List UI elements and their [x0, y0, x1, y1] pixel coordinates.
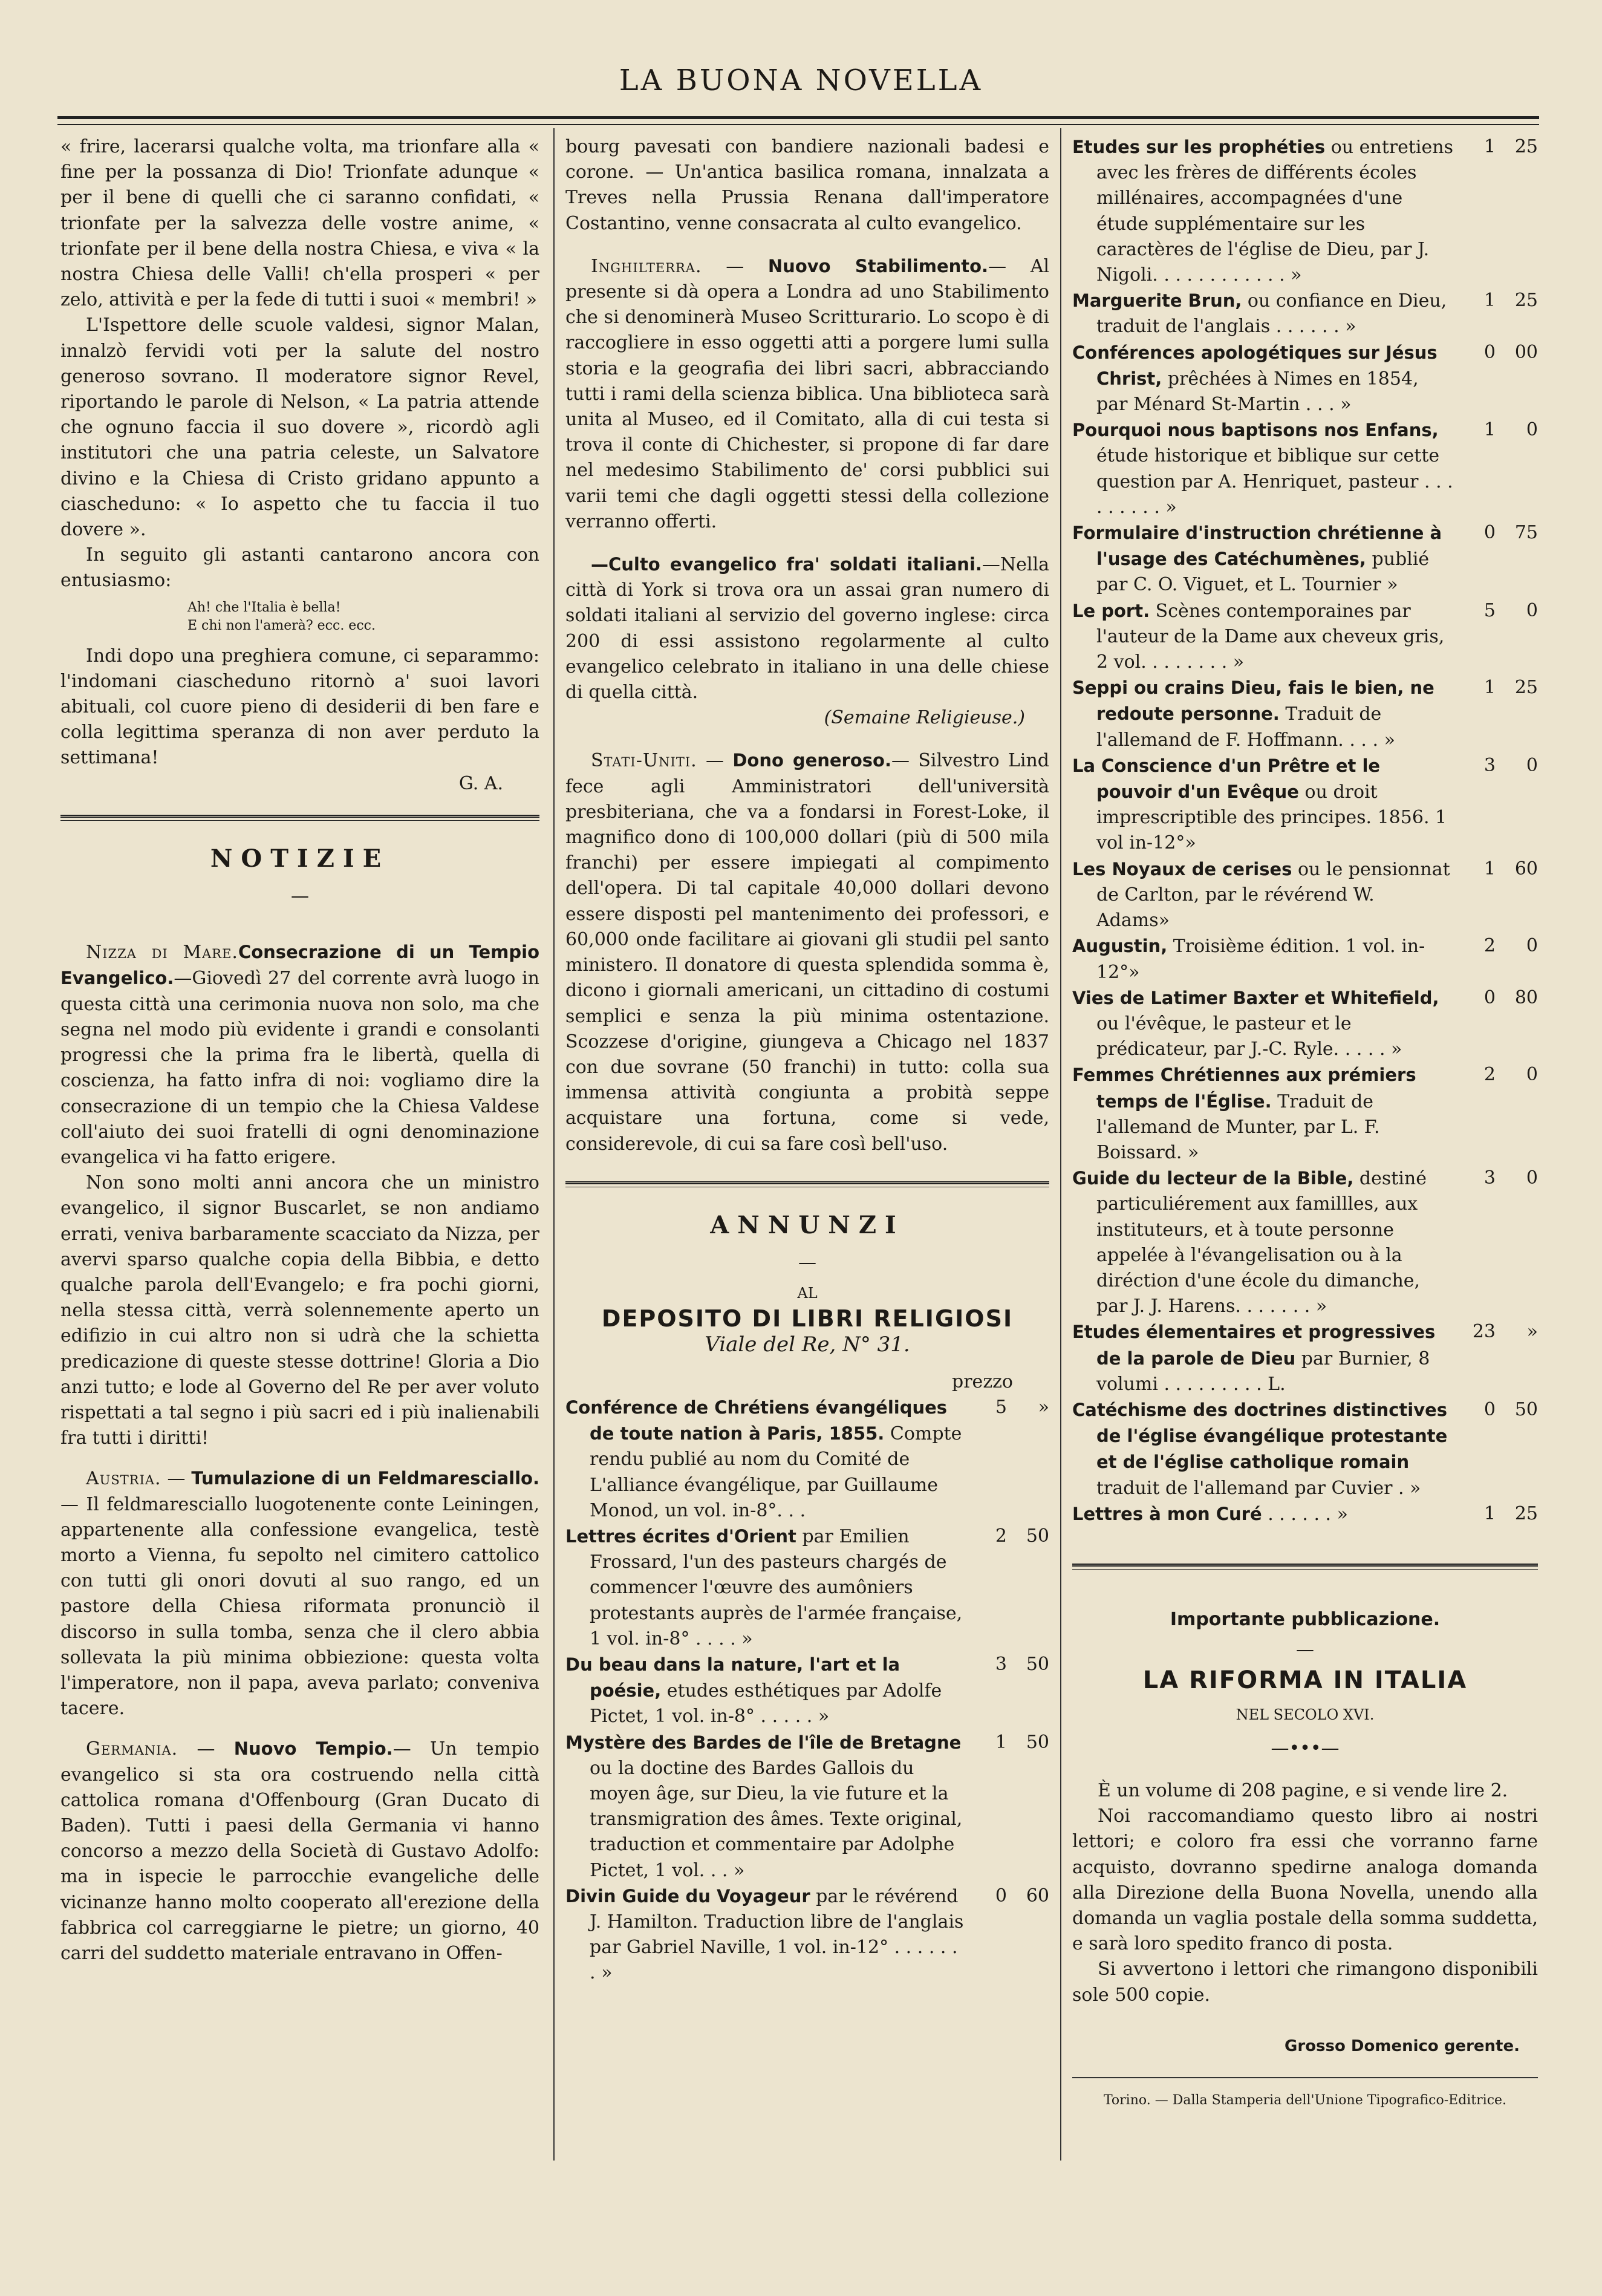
book-entry: [1072, 985, 1538, 1063]
book-title: Le port.: [1072, 600, 1150, 621]
section-title-notizie: NOTIZIE: [210, 844, 390, 873]
book-entry: [1072, 856, 1538, 934]
book-entry: [1072, 933, 1538, 985]
paragraph: Si avvertono i lettori che rimangono disponibili sole 500 copie.: [1072, 1958, 1538, 2006]
book-price-lire: 0: [995, 1885, 1007, 1906]
book-price-lire: 0: [1483, 1398, 1496, 1420]
book-description: ou entretiens avec les frères de différents écoles millénaires, accompagnées d'une étude supplémentaire sur les caractères de l'église de Dieu, par J. Nigoli. . . . . . . . . . . . »: [1096, 137, 1453, 286]
news-item: Stati-Uniti. — Dono generoso.— Silvestro Lind fece agli Amministratori dell'università presbiteriana, che va a fondarsi in Forest-Loke, il magnifico dono di 100,000 dollari (più di 500 mila franchi) per essere impiegati al compimento dell'opera. Di tal capitale 40,000 dollari devono essere disposti pel mantenimento dei professori, e 60,000 onde facilitare ai giovani gli studii pel santo ministero. Il donatore di questa splendida somma è, dicono i giornali americani, un cittadino di costumi semplici e senza la più minima ostentazione. Scozzese d'origine, giungeva a Chicago nel 1837 con due sovrane (50 franchi) in tutto: colla sua immensa attività congiunta a probità seppe acquistare una fortuna, come si vede, considerevole, di cui sa fare così bell'uso.: [565, 750, 1050, 1155]
book-entry: [1072, 1397, 1538, 1501]
book-price-cent: 60: [1514, 858, 1538, 879]
book-price-cent: 25: [1514, 290, 1538, 311]
book-title: Du beau dans la nature, l'art et la poésie,: [565, 1654, 900, 1701]
book-title: Lettres écrites d'Orient: [565, 1525, 796, 1547]
dash: —•••—: [1271, 1737, 1340, 1759]
book-entry: [565, 1524, 1049, 1652]
book-price-cent: »: [1526, 1321, 1538, 1343]
paragraph: Noi raccomandiamo questo libro ai nostri lettori; e coloro fra essi che vorranno farne acquisto, dovranno spedirne analoga domanda alla Direzione della Buona Novella, unendo alla domanda un vaglia postale della somma suddetta, e sarà loro spedito franco di posta.: [1072, 1805, 1538, 1955]
book-price-cent: 50: [1514, 1398, 1538, 1420]
book-entry: [1072, 753, 1538, 856]
book-price-cent: 0: [1526, 599, 1538, 621]
book-price-cent: 0: [1526, 1064, 1538, 1086]
book-title: Marguerite Brun,: [1072, 290, 1242, 311]
column-divider-1: [553, 128, 555, 2161]
dash: —: [798, 1251, 816, 1273]
signature: G. A.: [458, 772, 503, 794]
price-header: prezzo: [952, 1371, 1013, 1392]
book-entry: [1072, 520, 1538, 598]
paragraph: Non sono molti anni ancora che un ministro evangelico, il signor Buscarlet, se non andiamo errati, veniva barbaramente scacciato da Nizza, per avervi sparso qualche copia della Bibbia, e detto qualche parola dell'Evangelo; e fra pochi giorni, nella stessa città, verrà solennemente aperto un edifizio in cui altro non si udrà che la schietta predicazione di queste stesse dottrine! Gloria a Dio anzi tutto; e lode al Governo del Re per aver voluto rispettati a tal segno i più sacri ed i più inalienabili fra tutti i diritti!: [60, 1172, 539, 1449]
book-price-lire: 1: [995, 1731, 1007, 1753]
book-price-lire: 5: [1483, 599, 1496, 621]
news-item: Austria. — Tumulazione di un Feldmaresciallo.— Il feldmaresciallo luogotenente conte Leiningen, appartenente alla confessione evangelica, testè morto a Vienna, fu sepolto nel cimitero cattolico con tutti gli onori dovuti al suo rango, ed un pastore della Chiesa riformata pronunciò il discorso in sulla tomba, senza che il clero abbia sollevata la più minima obbiezione: questa volta l'imperatore, non il papa, aveva parlato; conveniva tacere.: [60, 1468, 539, 1720]
book-description: Scènes contemporaines par l'auteur de la Dame aux cheveux gris, 2 vol. . . . . . . . »: [1096, 600, 1445, 673]
depot-title: DEPOSITO DI LIBRI RELIGIOSI: [601, 1305, 1014, 1332]
paragraph: Indi dopo una preghiera comune, ci separammo: l'indomani ciascheduno ritornò a' suoi lavori abituali, col cuore pieno di desiderii di ben fare e colla legittima speranza di non aver perduto la settimana!: [60, 645, 539, 769]
book-title: La Conscience d'un Prêtre et le pouvoir d'un Evêque: [1072, 755, 1381, 803]
al-label: AL: [797, 1285, 818, 1302]
header-rule: [57, 116, 1539, 125]
paragraph: È un volume di 208 pagine, e si vende lire 2.: [1098, 1779, 1508, 1801]
book-title: Guide du lecteur de la Bible,: [1072, 1168, 1354, 1189]
book-entry: [565, 1730, 1049, 1883]
book-price-cent: 0: [1526, 935, 1538, 957]
book-description: Traduit de l'allemand de F. Hoffmann. . . . »: [1096, 703, 1395, 751]
book-price-cent: 50: [1026, 1653, 1049, 1675]
book-price-cent: 25: [1514, 136, 1538, 157]
book-entry: [1072, 675, 1538, 753]
news-item: —Culto evangelico fra' soldati italiani.—Nella città di York si trova ora un assai gran numero di soldati italiani al servizio del governo inglese: circa 200 di essi assistono regolarmente al culto evangelico celebrato in italiano in una delle chiese di quella città.: [565, 554, 1049, 703]
riforma-title: LA RIFORMA IN ITALIA: [1142, 1666, 1468, 1695]
book-price-lire: 1: [1483, 419, 1496, 441]
news-item: Germania. — Nuovo Tempio.— Un tempio evangelico si sta ora costruendo nella città cattolica romana d'Offenbourg (Gran Ducato di Baden). Tutti i paesi della Germania vi hanno concorso a mezzo della Società di Gustavo Adolfo: ma in ispecie le parrocchie evangeliche delle vicinanze hanno molto cooperato all'erezione della fabbrica col carreggiarne le pietre; un giorno, 40 carri del suddetto materiale entravano in Offen-: [60, 1738, 539, 1964]
book-description: ou la doctine des Bardes Gallois du moyen âge, sur Dieu, la vie future et la transmigration des âmes. Texte original, traduction et commentaire par Adolphe Pictet, 1 vol. . . »: [590, 1757, 963, 1881]
book-price-cent: 50: [1026, 1525, 1049, 1547]
book-list: [565, 1395, 1049, 1986]
book-price-cent: 25: [1514, 1502, 1538, 1524]
dash: —: [291, 885, 309, 907]
book-price-lire: 2: [1483, 935, 1496, 957]
paragraph: bourg pavesati con bandiere nazionali badesi e corone. — Un'antica basilica romana, innalzata a Treves nella Prussia Renana dall'imperatore Costantino, venne consacrata al culto evangelico.: [565, 136, 1049, 234]
book-title: Femmes Chrétiennes aux prémiers temps de l'Église.: [1072, 1065, 1416, 1112]
book-title: Catéchisme des doctrines distinctives de l'église évangélique protestante et de l'église catholique romain: [1072, 1399, 1448, 1473]
book-title: Seppi ou crains Dieu, fais le bien, ne redoute personne.: [1072, 677, 1434, 725]
book-entry: [565, 1652, 1049, 1730]
book-price-lire: 3: [995, 1653, 1007, 1675]
column-2: [565, 134, 1049, 1986]
book-description: publié par C. O. Viguet, et L. Tournier »: [1096, 549, 1430, 596]
book-price-lire: 23: [1472, 1321, 1496, 1343]
quote-paragraph: « frire, lacerarsi qualche volta, ma trionfare alla « fine per la possanza di Dio! Trionfate adunque « per il bene di quelli che ci saranno confidati, « trionfate per la salvezza delle vostre anime, « trionfate per il bene della nostra Chiesa, e viva « la nostra Chiesa delle Valli! ch'ella prosperi « per zelo, attività e per la fede di tutti i suoi « membri! »: [60, 136, 539, 311]
book-description: Traduit de l'allemand de Munter, par L. F. Boissard. »: [1096, 1091, 1380, 1163]
printer-footer: Torino. — Dalla Stamperia dell'Unione Tipografico-Editrice.: [1103, 2093, 1507, 2108]
book-price-cent: 0: [1526, 1167, 1538, 1189]
book-description: destiné particuliérement aux famillles, aux instituteurs, et à toute personne appelée à l'évangelisation ou à la diréction d'une école du dimanche, par J. J. Harens. . . . . . . »: [1096, 1168, 1427, 1317]
book-entry: [1072, 1501, 1538, 1527]
book-title: Etudes élementaires et progressives de la parole de Dieu: [1072, 1322, 1436, 1369]
poem-line: Ah! che l'Italia è bella!: [187, 599, 341, 615]
book-description: par le révérend J. Hamilton. Traduction libre de l'anglais par Gabriel Naville, 1 vol. in-12° . . . . . . . »: [590, 1885, 964, 1984]
book-price-cent: 25: [1514, 677, 1538, 699]
secolo-subtitle: NEL SECOLO XVI.: [1236, 1706, 1375, 1723]
paragraph: L'Ispettore delle scuole valdesi, signor Malan, innalzò fervidi voti per la salute del nostro generoso sovrano. Il moderatore signor Revel, riportando le parole di Nelson, « La patria attende che ognuno faccia il suo dovere », ricordò agli institutori che una patria celeste, un Salvatore divino e la Chiesa di Cristo gridano appunto a ciascheduno: « Io aspetto che tu faccia il tuo dovere ».: [60, 315, 539, 541]
book-price-lire: 1: [1483, 290, 1496, 311]
depot-address: Viale del Re, N° 31.: [705, 1332, 910, 1357]
book-price-cent: 60: [1026, 1885, 1049, 1906]
book-description: ou le pensionnat de Carlton, par le révérend W. Adams»: [1096, 858, 1450, 931]
book-price-lire: 0: [1483, 522, 1496, 544]
masthead: LA BUONA NOVELLA: [619, 64, 983, 97]
book-price-cent: 50: [1026, 1731, 1049, 1753]
book-entry: [565, 1395, 1049, 1524]
book-price-cent: 00: [1514, 341, 1538, 363]
book-list: [1072, 134, 1538, 1527]
book-price-cent: 80: [1514, 987, 1538, 1008]
book-title: Conférences apologétiques sur Jésus Christ,: [1072, 342, 1438, 389]
book-price-cent: 0: [1526, 754, 1538, 776]
gerente: Grosso Domenico gerente.: [1285, 2037, 1520, 2055]
book-price-lire: 1: [1483, 858, 1496, 879]
importante-title: Importante pubblicazione.: [1170, 1608, 1441, 1630]
book-description: ou confiance en Dieu, traduit de l'anglais . . . . . . »: [1096, 290, 1447, 338]
news-item: Nizza di Mare.Consecrazione di un Tempio Evangelico.—Giovedì 27 del corrente avrà luogo in questa città una cerimonia nuova non solo, ma che segna nel modo più evidente i grandi e consolanti progressi che la prima fra le libertà, quella di coscienza, ha fatto infra di noi: vogliamo dire la consecrazione di un tempio che la Chiesa Valdese coll'aiuto dei suoi fratelli di ogni denominazione evangelica vi ha fatto erigere.: [60, 942, 539, 1168]
dash: —: [1296, 1639, 1314, 1661]
book-description: prêchées à Nimes en 1854, par Ménard St-Martin . . . »: [1096, 368, 1419, 416]
book-price-lire: 0: [1483, 987, 1496, 1008]
section-rule: [60, 815, 539, 821]
book-description: par Emilien Frossard, l'un des pasteurs chargés de commencer l'œuvre des aumôniers protestants auprès de l'armée française, 1 vol. in-8° . . . . »: [590, 1525, 963, 1649]
book-price-cent: 75: [1514, 522, 1538, 544]
poem-line: E chi non l'amerà? ecc. ecc.: [187, 618, 376, 633]
book-entry: [1072, 340, 1538, 418]
book-price-lire: 1: [1483, 136, 1496, 157]
column-divider-2: [1060, 128, 1061, 2161]
book-description: étude historique et biblique sur cette question par A. Henriquet, pasteur . . . . . . . . . »: [1096, 445, 1453, 518]
book-entry: [1072, 1062, 1538, 1166]
column-1: [60, 134, 539, 1966]
book-entry: [1072, 134, 1538, 288]
book-price-lire: 0: [1483, 341, 1496, 363]
source: (Semaine Religieuse.): [824, 707, 1025, 729]
book-price-lire: 2: [995, 1525, 1007, 1547]
section-rule: [1072, 1564, 1538, 1570]
paragraph: In seguito gli astanti cantarono ancora con entusiasmo:: [60, 544, 539, 592]
book-entry: [565, 1883, 1049, 1986]
book-price-lire: 1: [1483, 677, 1496, 699]
book-description: par Burnier, 8 volumi . . . . . . . . . L.: [1096, 1348, 1430, 1395]
news-item: Inghilterra. — Nuovo Stabilimento.— Al presente si dà opera a Londra ad uno Stabilimento che si denominerà Museo Scritturario. Lo scopo è di raccogliere in esso oggetti atti a porgere lumi sulla storia e la geografia dei libri sacri, abbracciando tutti i rami della scienza biblica. Una biblioteca sarà unita al Museo, ed il Comitato, alla di cui testa si trova il conte di Chichester, si propone di far dare nel medesimo Stabilimento de' corsi pubblici sui varii temi che dagli oggetti stessi della collezione verranno offerti.: [565, 255, 1050, 532]
book-entry: [1072, 288, 1538, 339]
book-description: Compte rendu publié au nom du Comité de L'alliance évangélique, par Guillaume Monod, un vol. in-8°. . .: [590, 1423, 962, 1521]
book-title: Conférence de Chrétiens évangéliques de toute nation à Paris, 1855.: [565, 1397, 948, 1444]
book-price-lire: 2: [1483, 1064, 1496, 1086]
book-price-lire: 3: [1483, 754, 1496, 776]
column-3: [1072, 134, 1538, 2113]
book-description: Troisième édition. 1 vol. in-12°»: [1096, 936, 1425, 983]
book-entry: [1072, 1166, 1538, 1319]
book-title: Etudes sur les prophéties: [1072, 137, 1326, 157]
book-description: etudes esthétiques par Adolfe Pictet, 1 vol. in-8° . . . . . »: [590, 1680, 942, 1727]
book-description: ou droit imprescriptible des principes. 1856. 1 vol in-12°»: [1096, 781, 1447, 854]
poem: [187, 599, 539, 635]
book-price-lire: 5: [995, 1396, 1007, 1418]
book-title: Les Noyaux de cerises: [1072, 858, 1292, 879]
book-title: Vies de Latimer Baxter et Whitefield,: [1072, 987, 1439, 1008]
book-entry: [1072, 417, 1538, 520]
book-title: Lettres à mon Curé: [1072, 1503, 1262, 1524]
book-title: Formulaire d'instruction chrétienne à l'usage des Catéchumènes,: [1072, 523, 1442, 570]
section-rule: [565, 1181, 1049, 1187]
book-description: traduit de l'allemand par Cuvier . »: [1096, 1477, 1421, 1499]
book-price-lire: 1: [1483, 1502, 1496, 1524]
book-title: Augustin,: [1072, 936, 1168, 957]
book-entry: [1072, 1319, 1538, 1397]
book-price-cent: 0: [1526, 419, 1538, 441]
book-title: Pourquoi nous baptisons nos Enfans,: [1072, 420, 1439, 441]
book-title: Divin Guide du Voyageur: [565, 1885, 810, 1906]
book-description: . . . . . . »: [1262, 1503, 1348, 1525]
book-entry: [1072, 598, 1538, 676]
book-title: Mystère des Bardes de l'île de Bretagne: [565, 1732, 962, 1753]
section-title-annunzi: ANNUNZI: [710, 1210, 905, 1239]
book-description: ou l'évêque, le pasteur et le prédicateur, par J.-C. Ryle. . . . . »: [1096, 1013, 1402, 1060]
book-price-lire: 3: [1483, 1167, 1496, 1189]
book-price-cent: »: [1038, 1396, 1049, 1418]
